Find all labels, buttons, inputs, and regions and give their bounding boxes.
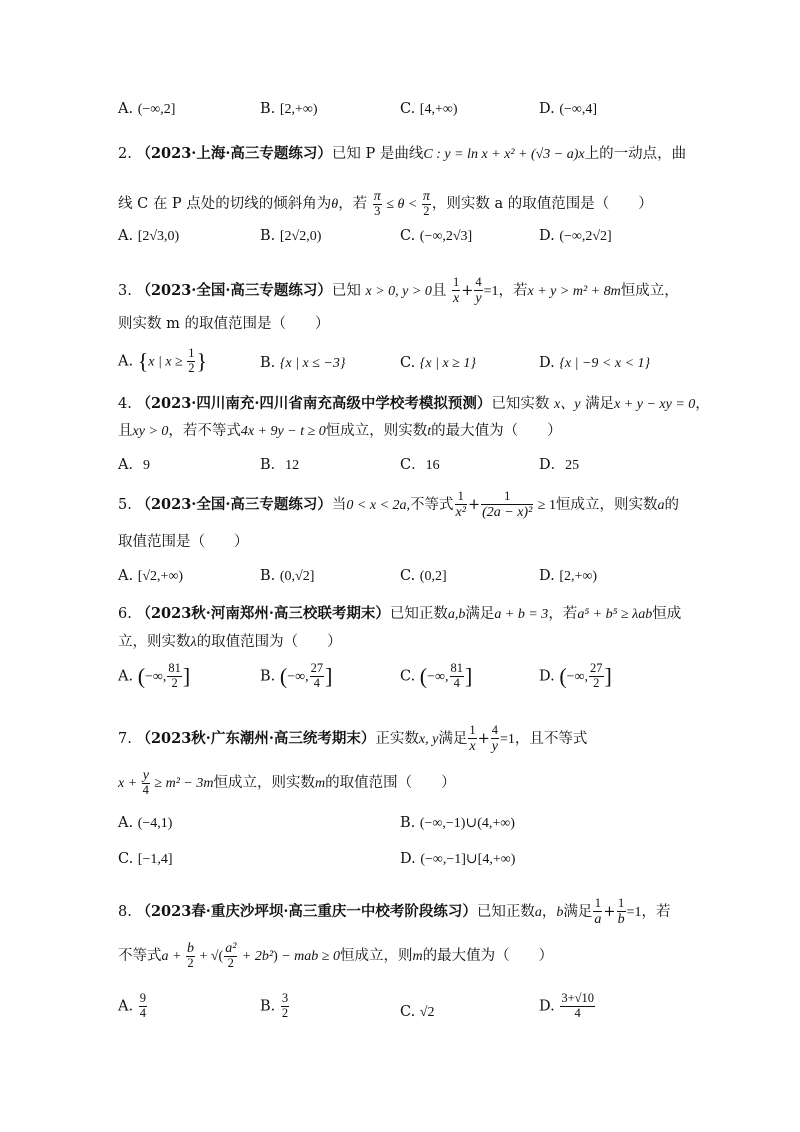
stem-text: 不等式 (118, 948, 162, 965)
option-math: [2,+∞) (279, 102, 318, 117)
option-label: D. (400, 851, 416, 867)
q3-option-a[interactable]: A. {x | x ≥ $\frac{1}{2}$ } (118, 346, 208, 375)
stem-text: 恒成立，则实数 (555, 497, 658, 514)
option-label: D. (539, 355, 555, 371)
option-math: (−∞,−1)∪(4,+∞) (419, 816, 515, 831)
q1-option-c[interactable] (400, 101, 458, 118)
frac-num: 81 (168, 661, 181, 675)
option-label: B. (260, 668, 276, 685)
option-label: D. (539, 228, 555, 244)
q5-option-a[interactable] (118, 568, 183, 585)
math-cond: x > 0, y > 0 (365, 284, 432, 300)
question-number: 6. (118, 606, 132, 622)
stem-text: ，若 (498, 283, 528, 300)
stem-text: 满足 (563, 904, 593, 921)
frac-4-y: $\frac{4}{y}$ (491, 723, 498, 754)
stem-text: 取值范围是（ ） (118, 534, 249, 550)
frac-pi-2: $\frac{\pi}{2}$ (422, 189, 430, 219)
stem-text: 满足 (438, 731, 468, 748)
q7-option-b[interactable] (400, 815, 515, 832)
option-label: D. (539, 998, 555, 1015)
stem-text: 已知实数 (491, 396, 550, 412)
option-math: (−∞,4] (559, 102, 598, 117)
math-vars: x、y (554, 397, 581, 412)
q2-option-a[interactable] (118, 228, 179, 245)
q2-option-b[interactable] (260, 228, 321, 245)
option-math: {x | −9 < x < 1} (559, 356, 651, 371)
math-t: t (427, 424, 432, 439)
option-math: (0,√2] (279, 569, 315, 584)
math-cond: 0 < x < 2a, (346, 498, 411, 514)
option-value: 12 (285, 458, 300, 473)
option-math: (−4,1) (137, 816, 173, 831)
question-source: （2023秋·河南郑州·高三校联考期末） (136, 605, 390, 622)
q6-option-b[interactable]: B. (−∞, $\frac{27}{4}$ ] (260, 661, 333, 690)
frac-1-x: $\frac{1}{x}$ (452, 275, 460, 306)
q7-option-c[interactable] (118, 851, 173, 868)
q5-option-d[interactable] (539, 568, 597, 585)
math-vars: x, y (418, 732, 439, 748)
q5-stem-line1: 5. （2023·全国·高三专题练习）当0 < x < 2a,不等式 $\frac{1}{\text{x²}}$ + $\frac{1}{\text{(2a − x)²}}$ ≥ 1恒成立，则实数a的 (118, 489, 679, 520)
question-source: （2023·全国·高三专题练习） (136, 496, 332, 514)
option-label: B. (260, 568, 276, 584)
option-math: (−∞,2√3] (419, 229, 473, 244)
stem-text: 上的一动点，曲 (584, 146, 687, 162)
math-m: m (314, 776, 326, 792)
q6-stem-line1 (118, 605, 712, 624)
option-math: [2,+∞) (559, 569, 598, 584)
frac (167, 662, 182, 691)
option-label: C. (400, 228, 416, 244)
option-math: (−∞,2] (137, 102, 176, 117)
q1-option-b[interactable] (260, 101, 318, 118)
q8-stem-line2: 不等式a + $\frac{b}{2}$ + √( $\frac{\text{a²}}{2}$ + 2b²) − mab ≥ 0恒成立，则m的最大值为（ ） (118, 941, 554, 971)
math-curve: C : y = ln x + x² + (√3 − a)x (423, 147, 585, 162)
math-eq: x + y − xy = 0 (614, 397, 696, 412)
q8-stem-line1: 8. （2023春·重庆沙坪坝·高三重庆一中校考阶段练习）已知正数a，b满足 $\frac{1}{a}$ + $\frac{1}{b}$ =1，若 (118, 896, 671, 927)
option-label: B． (260, 457, 286, 473)
q4-option-b[interactable] (260, 453, 299, 474)
q5-option-b[interactable] (260, 568, 314, 585)
frac-1-x: $\frac{1}{x}$ (469, 723, 476, 754)
stem-text: 的最大值为（ ） (422, 948, 554, 965)
q6-stem-line2 (118, 634, 712, 652)
option-math: [−1,4] (137, 852, 173, 867)
option-label: A. (118, 815, 134, 831)
math-a: a (534, 905, 542, 921)
frac-1-a: $\frac{1}{a}$ (594, 896, 602, 927)
option-math: [√2,+∞) (137, 569, 184, 584)
option-label: A. (118, 353, 134, 370)
frac-pi-3: $\frac{\pi}{3}$ (373, 189, 381, 219)
frac-den: 4 (313, 675, 320, 690)
stem-text: 已知正数 (476, 904, 535, 921)
stem-text: ，且不等式 (514, 731, 588, 748)
option-math: [2√3,0) (137, 229, 180, 244)
q1-option-d[interactable] (539, 101, 597, 118)
option-label: C． (400, 457, 426, 473)
q4-option-a[interactable] (118, 453, 150, 474)
stem-text: 满足 (465, 606, 495, 622)
option-value: 16 (425, 458, 440, 473)
stem-text: 已知正数 (389, 606, 448, 622)
frac-num: 81 (450, 661, 464, 675)
q3-stem-line1: 3. （2023·全国·高三专题练习）已知 x > 0, y > 0且 $\frac{1}{x}$ + $\frac{4}{y}$ =1，若x + y > m² + 8m恒成立， (118, 275, 679, 306)
question-source: （2023秋·广东潮州·高三统考期末） (136, 730, 376, 748)
option-label: A. (118, 568, 134, 584)
frac-4-y: $\frac{4}{y}$ (475, 275, 482, 306)
q7-stem-line2: x + $\frac{y}{4}$ ≥ m² − 3m恒成立，则实数m的取值范围（ ） (118, 768, 456, 798)
q5-option-c[interactable] (400, 568, 447, 585)
stem-text: 已知 P 是曲线 (331, 146, 424, 162)
stem-text: 当 (331, 497, 347, 514)
frac-b-2: $\frac{b}{2}$ (186, 941, 194, 971)
stem-text: 的最大值为（ ） (431, 423, 562, 439)
q1-option-a[interactable] (118, 101, 175, 118)
question-number: 8. (118, 904, 132, 921)
option-math: (0,2] (419, 569, 447, 584)
q4-option-d[interactable] (539, 453, 579, 474)
stem-text: ，则实数 a 的取值范围是（ ） (431, 196, 653, 213)
q8-option-c[interactable] (400, 1004, 434, 1021)
option-label: C. (400, 568, 416, 584)
frac (560, 992, 595, 1021)
stem-text: 立，则实数 (118, 634, 191, 650)
frac-num: 9 (139, 991, 146, 1005)
option-value: 9 (142, 458, 150, 473)
frac-y-4: $\frac{y}{4}$ (142, 768, 149, 798)
frac-1-x2: $\frac{1}{\text{x²}}$ (455, 489, 466, 520)
q2-stem-line2: 线 C 在 P 点处的切线的倾斜角为θ，若 $\frac{\pi}{3}$ ≤ θ < $\frac{\pi}{2}$ ，则实数 a 的取值范围是（ ） (118, 189, 653, 219)
option-label: C. (400, 101, 416, 117)
option-label: C. (118, 851, 134, 867)
stem-text: 恒成立，则 (339, 948, 413, 965)
math-theta: θ (331, 197, 339, 213)
q3-option-b[interactable] (260, 355, 345, 372)
q8-option-b[interactable] (260, 992, 290, 1021)
math-lambda: λ (190, 635, 197, 650)
frac (450, 662, 465, 691)
option-math: (−∞,−1]∪[4,+∞) (420, 852, 516, 867)
math-ineq: 4x + 9y − t ≥ 0 (240, 424, 326, 439)
frac-den: 2 (171, 675, 178, 690)
frac-den: 4 (139, 1005, 146, 1020)
question-source: （2023·四川南充·四川省南充高级中学校考模拟预测） (136, 395, 492, 412)
math-ineq: x + y > m² + 8m (527, 284, 621, 300)
option-label: B. (400, 815, 416, 831)
option-label: A. (118, 998, 134, 1015)
option-math: [2√2,0) (279, 229, 322, 244)
option-label: C. (400, 355, 416, 371)
frac-num: 27 (590, 661, 603, 675)
frac-num: 27 (310, 661, 324, 675)
option-label: D. (539, 668, 555, 685)
frac-1-b: $\frac{1}{b}$ (617, 896, 625, 927)
stem-text: 则实数 m 的取值范围是（ ） (118, 316, 330, 332)
option-math: [4,+∞) (419, 102, 458, 117)
stem-text: 恒成立， (620, 283, 679, 300)
q7-option-a[interactable] (118, 815, 172, 832)
frac-den: 2 (593, 675, 600, 690)
q8-option-a[interactable] (118, 992, 148, 1021)
stem-text: 且 (431, 283, 447, 300)
stem-text: ， (541, 904, 557, 921)
math-a: a (657, 498, 665, 514)
math-b: b (556, 905, 564, 921)
question-source: （2023·上海·高三专题练习） (136, 145, 332, 162)
question-number: 3. (118, 283, 132, 300)
option-label: B. (260, 101, 276, 117)
option-math: {x | x ≤ −3} (279, 356, 346, 371)
frac-1-2a-x-2: $\frac{1}{\text{(2a − x)²}}$ (482, 489, 533, 520)
stem-text: 的取值范围为（ ） (196, 634, 342, 650)
option-label: C. (400, 1004, 416, 1020)
stem-text: 的 (664, 497, 679, 514)
q2-stem-line1 (118, 145, 712, 164)
q4-option-c[interactable] (400, 453, 440, 474)
q5-stem-line2 (118, 534, 712, 551)
q8-option-d[interactable] (539, 992, 596, 1021)
frac-den: 2 (281, 1005, 289, 1020)
q7-stem-line1: 7. （2023秋·广东潮州·高三统考期末）正实数x, y满足 $\frac{1}{x}$ + $\frac{4}{y}$ =1，且不等式 (118, 723, 588, 754)
frac (589, 662, 604, 691)
option-math: {x | x ≥ 1} (419, 356, 476, 371)
frac-den: 4 (574, 1005, 581, 1020)
stem-text: 恒成 (652, 606, 682, 622)
question-number: 5. (118, 497, 132, 514)
frac-num: 3+√10 (561, 991, 594, 1005)
option-label: D. (539, 101, 555, 117)
option-label: A. (118, 668, 134, 685)
frac-1-2: $\frac{1}{2}$ (188, 346, 195, 375)
math-cond: xy > 0 (132, 424, 169, 439)
stem-text: 恒成立，则实数 (213, 775, 315, 792)
stem-text: 满足 (585, 396, 615, 412)
option-math: √2 (419, 1005, 435, 1020)
option-label: D. (539, 568, 555, 584)
stem-text: 恒成立，则实数 (325, 423, 428, 439)
option-label: D． (539, 457, 566, 473)
math-eq: a + b = 3 (494, 607, 549, 622)
question-number: 2. (118, 146, 132, 162)
math-ineq: a⁵ + b⁵ ≥ λab (577, 607, 653, 622)
stem-text: 已知 (331, 283, 361, 300)
stem-text: 线 C 在 P 点处的切线的倾斜角为 (118, 196, 332, 213)
stem-text: 且 (118, 423, 133, 439)
frac-den: 4 (453, 675, 460, 690)
q2-option-c[interactable] (400, 228, 472, 245)
q3-option-c[interactable] (400, 355, 476, 372)
option-label: A． (118, 457, 143, 473)
math-vars: a,b (447, 607, 466, 622)
stem-text: ，若 (548, 606, 578, 622)
q6-option-c[interactable]: C. (−∞, $\frac{81}{4}$ ] (400, 661, 473, 690)
option-label: B. (260, 228, 276, 244)
q4-stem-line2 (118, 423, 712, 441)
stem-text: 正实数 (375, 731, 419, 748)
q6-option-a[interactable]: A. (−∞, $\frac{81}{2}$ ] (118, 661, 191, 690)
q4-stem-line1: 4. （2023·四川南充·四川省南充高级中学校考模拟预测）已知实数 x、y 满足x + y − xy = 0， (118, 395, 710, 412)
stem-text: 不等式 (410, 497, 454, 514)
stem-text: ，若不等式 (168, 423, 241, 439)
stem-text: ，若 (338, 196, 368, 213)
option-value: 25 (565, 458, 580, 473)
option-label: C. (400, 668, 416, 685)
frac-a2-2: $\frac{\text{a²}}{2}$ (225, 941, 237, 971)
option-label: A. (118, 101, 134, 117)
option-math: (−∞,2√2] (559, 229, 612, 244)
frac (139, 992, 147, 1021)
option-label: B. (260, 998, 276, 1015)
stem-text: ，若 (641, 904, 671, 921)
q6-option-d[interactable]: D. (−∞, $\frac{27}{2}$ ] (539, 661, 612, 690)
question-number: 7. (118, 731, 132, 748)
q7-option-d[interactable] (400, 851, 515, 868)
q2-option-d[interactable] (539, 228, 612, 245)
question-source: （2023春·重庆沙坪坝·高三重庆一中校考阶段练习） (136, 903, 477, 921)
math-m: m (412, 949, 423, 965)
frac (310, 662, 325, 691)
question-number: 4. (118, 396, 132, 412)
frac-num: 3 (281, 991, 289, 1005)
frac (281, 992, 289, 1021)
stem-text: 的取值范围（ ） (325, 775, 456, 792)
option-label: B. (260, 355, 276, 371)
question-source: （2023·全国·高三专题练习） (136, 282, 332, 300)
q3-option-d[interactable] (539, 355, 650, 372)
option-label: A. (118, 228, 134, 244)
q3-stem-line2 (118, 316, 712, 333)
